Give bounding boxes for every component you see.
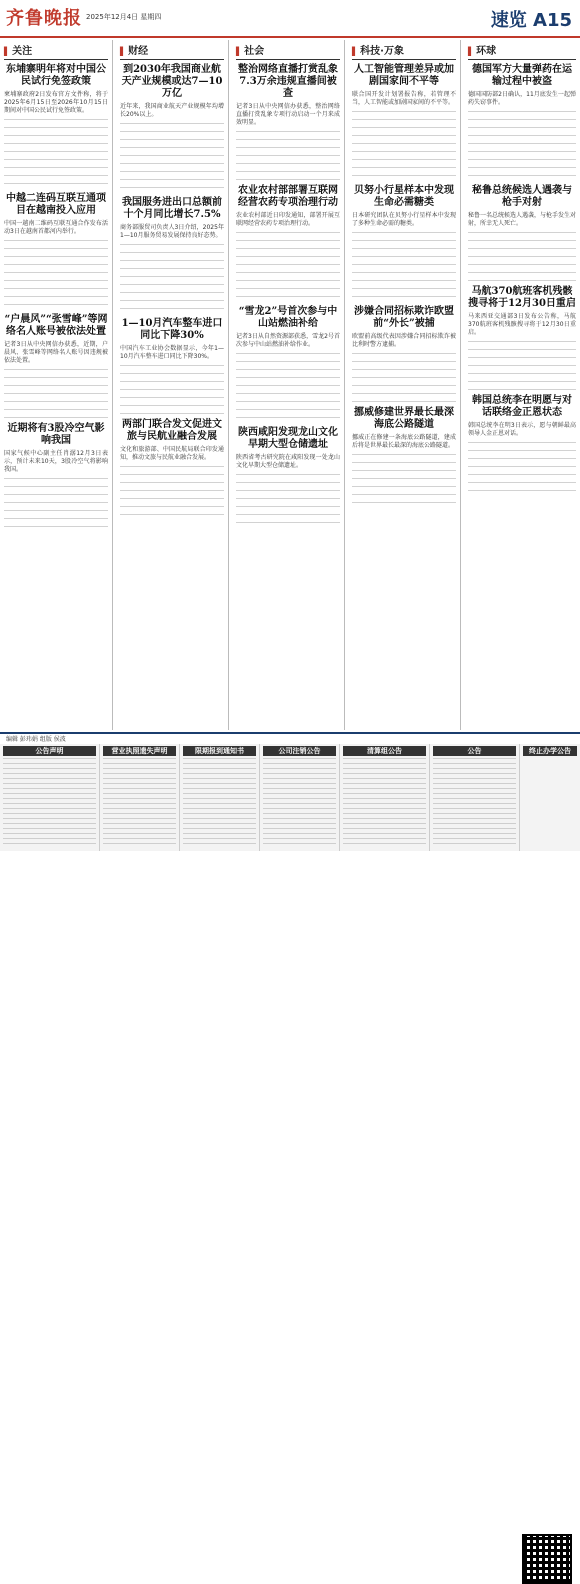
ad-column — [100, 744, 180, 851]
article-body: 德国国防部2日确认，11月底发生一起弹药失窃事件。 — [468, 91, 576, 106]
headline: 人工智能管理差异或加剧国家间不平等 — [354, 64, 454, 87]
article-body: 文化和旅游部、中国民航局联合印发通知，推动文旅与民航业融合发展。 — [120, 446, 224, 461]
headline: 德国军方大量弹药在运输过程中被盗 — [472, 64, 572, 87]
article-body: 近年来，我国商业航天产业规模年均增长20%以上。 — [120, 103, 224, 118]
section-label: ▌ 科技·万象 — [352, 42, 456, 60]
article-body: 联合国开发计划署报告称，若管理不当，人工智能或加剧国家间的不平等。 — [352, 91, 456, 106]
text-block — [352, 454, 456, 504]
ad-text — [103, 758, 176, 848]
editor-credits: 编辑 彭玮娟 组版 侯波 — [0, 732, 580, 742]
ad-column — [340, 744, 430, 851]
column-focus — [0, 40, 113, 730]
section-label: ▌ 社会 — [236, 42, 340, 60]
headline: “雪龙2”号首次参与中山站燃油补给 — [238, 306, 338, 329]
text-block — [120, 244, 224, 314]
ad-text — [263, 758, 336, 848]
headline: 涉嫌合同招标欺诈欧盟前“外长”被捕 — [354, 306, 454, 329]
headline: 陕西咸阳发现龙山文化早期大型仓储遗址 — [238, 427, 338, 450]
ad-text — [433, 758, 516, 848]
section-label: ▌ 关注 — [4, 42, 108, 60]
article-body: 欧盟前高级代表因涉嫌合同招标欺诈被比利时警方逮捕。 — [352, 333, 456, 348]
text-block — [468, 232, 576, 282]
text-block — [120, 123, 224, 193]
column-society — [232, 40, 345, 730]
issue-date: 2025年12月4日 星期四 — [86, 13, 162, 21]
text-block — [4, 478, 108, 528]
headline: 中越二连码互联互通项目在越南投入应用 — [6, 193, 106, 216]
headline: 整治网络直播打赏乱象7.3万余违规直播间被查 — [238, 64, 338, 99]
headline: 贝努小行星样本中发现生命必需糖类 — [354, 185, 454, 208]
column-world — [464, 40, 580, 730]
text-block — [468, 442, 576, 492]
text-block — [236, 131, 340, 181]
newspaper-logo: 齐鲁晚报 — [6, 8, 82, 29]
ad-text — [183, 758, 256, 848]
text-block — [4, 119, 108, 189]
text-block — [4, 369, 108, 419]
ad-column — [260, 744, 340, 851]
article-body: 中国一越南二维码互联互通合作发布活动3日在越南首都河内举行。 — [4, 220, 108, 235]
article-body: 马来西亚交通部3日发布公告称，马航370航班客机残骸搜寻将于12月30日重启。 — [468, 313, 576, 336]
page-number: 速览 A15 — [490, 10, 572, 31]
column-tech — [348, 40, 461, 730]
article-body: 农业农村部近日印发通知，部署开展互联网经营农药专项治理行动。 — [236, 212, 340, 227]
article-body: 日本研究团队在贝努小行星样本中发现了多种生命必需的糖类。 — [352, 212, 456, 227]
text-block — [120, 365, 224, 415]
column-finance — [116, 40, 229, 730]
ad-column — [430, 744, 520, 851]
text-block — [236, 474, 340, 524]
article-body: 记者3日从自然资源部获悉，雪龙2号首次参与中山站燃油补给作业。 — [236, 333, 340, 348]
article-body: 柬埔寨政府2日发布官方文件称，将于2025年6月15日至2026年10月15日期间对中国公民试行免签政策。 — [4, 91, 108, 114]
ad-column — [520, 744, 580, 851]
news-columns — [0, 40, 580, 730]
article-body: 国家气候中心副主任肖潺12月3日表示，预计未来10天，3股冷空气将影响我国。 — [4, 450, 108, 473]
article-body: 中国汽车工业协会数据显示，今年1—10月汽车整车进口同比下降30%。 — [120, 345, 224, 360]
headline: 近期将有3股冷空气影响我国 — [7, 423, 105, 446]
article-body: 商务部服贸司负责人3日介绍，2025年1—10月服务贸易发展保持良好态势。 — [120, 224, 224, 239]
text-block — [4, 240, 108, 310]
headline: 1—10月汽车整车进口同比下降30% — [121, 318, 223, 341]
headline: 东埔寨明年将对中国公民试行免签政策 — [6, 64, 106, 87]
article-body: 挪威正在修建一条海底公路隧道，建成后将是世界最长最深的海底公路隧道。 — [352, 434, 456, 449]
classified-ads — [0, 744, 580, 851]
headline: 农业农村部部署互联网经营农药专项治理行动 — [238, 185, 338, 208]
text-block — [352, 353, 456, 403]
article-body: 秘鲁一名总统候选人遇袭，与枪手发生对射，所幸无人死亡。 — [468, 212, 577, 227]
text-block — [236, 353, 340, 423]
article-body: 韩国总统李在明3日表示，愿与朝鲜最高领导人金正恩对话。 — [468, 422, 576, 437]
ad-column — [180, 744, 260, 851]
masthead — [0, 0, 580, 38]
text-block — [468, 341, 576, 391]
ad-title: 限期报到通知书 — [183, 746, 256, 756]
ad-title: 清算组公告 — [343, 746, 426, 756]
headline: 到2030年我国商业航天产业规模或达7—10万亿 — [121, 64, 223, 99]
text-block — [236, 232, 340, 302]
headline: 秘鲁总统候选人遇袭与枪手对射 — [472, 185, 572, 208]
ad-text — [3, 758, 96, 848]
ad-title: 营业执照遗失声明 — [103, 746, 176, 756]
text-block — [120, 466, 224, 516]
text-block — [352, 232, 456, 302]
headline: 马航370航班客机残骸搜寻将于12月30日重启 — [468, 286, 576, 309]
article-body: 陕西省考古研究院在咸阳发现一处龙山文化早期大型仓储遗址。 — [236, 454, 340, 469]
ad-title: 公告声明 — [3, 746, 96, 756]
headline: 两部门联合发文促进文旅与民航业融合发展 — [122, 419, 222, 442]
headline: 韩国总统李在明愿与对话联络金正恩状态 — [472, 395, 572, 418]
ad-title: 公司注销公告 — [263, 746, 336, 756]
text-block — [468, 111, 576, 181]
ad-column — [0, 744, 100, 851]
headline: 挪威修建世界最长最深海底公路隧道 — [354, 407, 454, 430]
ad-text — [343, 758, 426, 848]
section-label: ▌ 财经 — [120, 42, 224, 60]
ad-title: 公告 — [433, 746, 516, 756]
text-block — [352, 111, 456, 181]
section-label: ▌ 环球 — [468, 42, 576, 60]
article-body: 记者3日从中央网信办获悉，整治网络直播打赏乱象专项行动启动一个月来成效明显。 — [236, 103, 340, 126]
qr-code-icon — [522, 1534, 572, 1584]
headline: “户晨风”“张雪峰”等网络名人账号被依法处置 — [4, 314, 108, 337]
headline: 我国服务进出口总额前十个月同比增长7.5% — [122, 197, 222, 220]
article-body: 记者3日从中央网信办获悉，近期，户晨风、张雪峰等网络名人账号因违规被依法处置。 — [4, 341, 108, 364]
ad-title: 终止办学公告 — [523, 746, 577, 756]
